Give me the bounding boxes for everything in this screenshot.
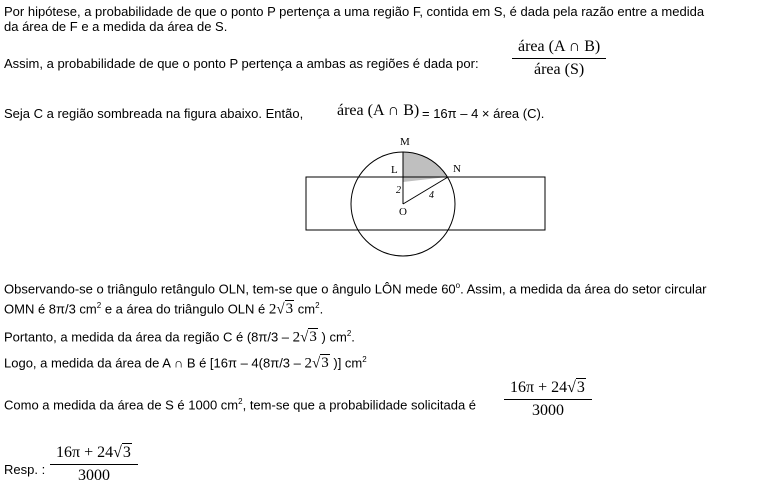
fraction-numerator: área (A ∩ B) <box>518 38 601 55</box>
formula-rest: = 16π – 4 × área (C). <box>422 106 545 121</box>
paragraph-6: Logo, a medida da área de A ∩ B é [16π – 4(8π/3 – 2√3 )] $cm^2$ <box>4 355 367 372</box>
geometry-figure <box>300 132 560 262</box>
paragraph-2-text: Assim, a probabilidade de que o ponto P pertença a ambas as regiões é dada por: <box>4 56 479 71</box>
response-fraction <box>50 444 138 485</box>
label-m: M <box>400 136 410 148</box>
paragraph-1-line-2: da área de F e a medida da área de S. <box>4 19 228 34</box>
answer-fraction-inline <box>504 379 592 420</box>
paragraph-5: Portanto, a medida da área da região C é (8π/3 – 2√3 ) $cm^2$. <box>4 329 355 346</box>
fraction-denominator: área (S) <box>512 58 606 79</box>
paragraph-1-line-1: Por hipótese, a probabilidade de que o ponto P pertença a uma região F, contida em S, é dada pela razão entre a medida <box>4 4 705 19</box>
label-2: 2 <box>396 185 401 196</box>
paragraph-3-text: Seja C a região sombreada na figura abaixo. Então, <box>4 106 304 121</box>
response-fraction-denominator: 3000 <box>50 464 138 485</box>
label-4: 4 <box>429 190 434 201</box>
paragraph-7-text: Como a medida da área de S é 1000 $cm^2$, tem-se que a probabilidade solicitada é <box>4 397 477 413</box>
paragraph-4-line-2: OMN é 8π/3 $cm^2$ e a área do triângulo OLN é 2√3 $cm^2$. <box>4 301 324 318</box>
response-label: Resp. : <box>4 462 46 477</box>
probability-fraction <box>512 38 606 79</box>
answer-fraction-numerator: 16π + 24√3 <box>510 379 585 396</box>
paragraph-4-line-1: Observando-se o triângulo retângulo OLN, tem-se que o ângulo LÔN mede 60$^o$. Assim, a medida da área do setor circular <box>4 281 707 297</box>
formula-area-intersection: área (A ∩ B) <box>337 102 420 119</box>
response-fraction-numerator: 16π + 24√3 <box>56 444 131 461</box>
label-n: N <box>453 163 461 175</box>
label-l: L <box>391 164 398 176</box>
label-o: O <box>399 206 407 218</box>
answer-fraction-denominator: 3000 <box>504 399 592 420</box>
rectangle-region <box>306 177 545 230</box>
